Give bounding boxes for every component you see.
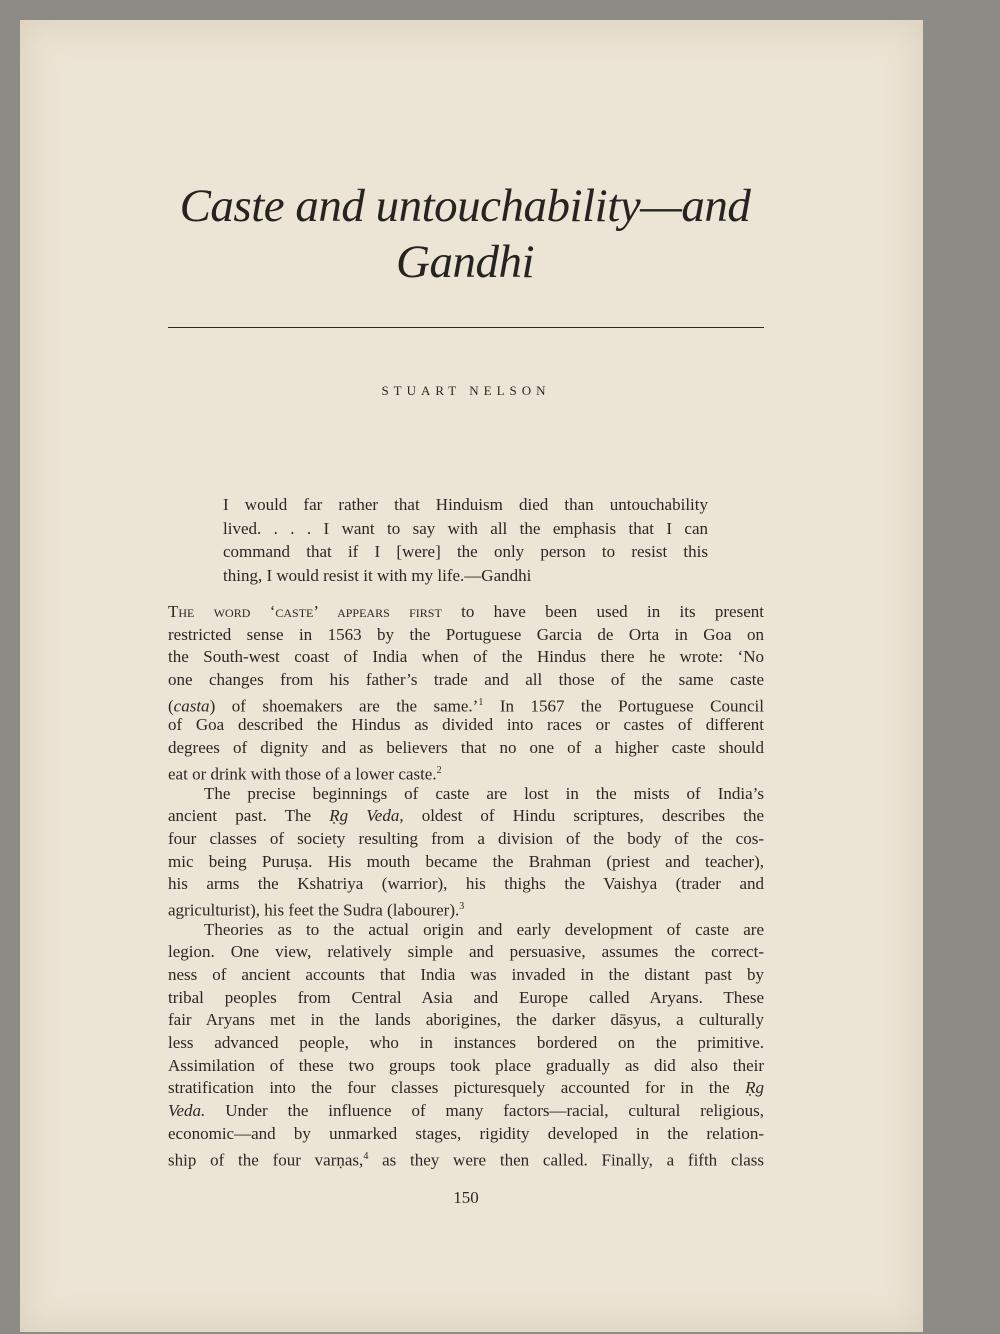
body-line: fair Aryans met in the lands aborigines, the darker dāsyus, a culturally	[168, 1010, 764, 1030]
body-line: his arms the Kshatriya (warrior), his thighs the Vaishya (trader and	[168, 874, 764, 894]
body-line: agriculturist), his feet the Sudra (labourer).$^3$	[168, 900, 465, 920]
epigraph-line: I would far rather that Hinduism died than untouchability	[223, 495, 708, 514]
body-line: ness of ancient accounts that India was invaded in the distant past by	[168, 965, 764, 984]
body-line: Veda. Under the influence of many factors—racial, cultural religious,	[168, 1101, 764, 1121]
article-title	[160, 178, 770, 290]
body-line: tribal peoples from Central Asia and Europe called Aryans. These	[168, 987, 764, 1007]
body-line: of Goa described the Hindus as divided into races or castes of different	[168, 715, 764, 735]
footnote-ref: 4	[363, 1150, 369, 1162]
body-line: legion. One view, relatively simple and persuasive, assumes the correct-	[168, 942, 764, 962]
body-line: The word ‘caste’ appears first to have been used in its present	[168, 602, 764, 621]
body-line: stratification into the four classes picturesquely accounted for in the Ṛg	[168, 1078, 764, 1098]
body-line: one changes from his father’s trade and all those of the same caste	[168, 670, 764, 690]
footnote-ref: 1	[478, 696, 484, 708]
body-line: (casta) of shoemakers are the same.’$^1$ In 1567 the Portuguese Council	[168, 696, 764, 716]
body-line: restricted sense in 1563 by the Portuguese Garcia de Orta in Goa on	[168, 624, 764, 644]
body-line: ship of the four varṇas,$^4$ as they were then called. Finally, a fifth class	[168, 1150, 765, 1170]
body-line: mic being Puruṣa. His mouth became the Brahman (priest and teacher),	[168, 851, 764, 871]
epigraph-quote	[223, 493, 708, 587]
body-line: Theories as to the actual origin and early development of caste are	[204, 919, 764, 939]
article-body	[168, 601, 764, 1168]
body-line: degrees of dignity and as believers that no one of a higher caste should	[168, 738, 764, 758]
epigraph-line: lived. . . . I want to say with all the emphasis that I can	[223, 518, 708, 538]
lead-small-caps: The word ‘caste’ appears first	[168, 602, 442, 621]
body-line: Assimilation of these two groups took place gradually as did also their	[168, 1055, 764, 1075]
body-line: less advanced people, who in instances bordered on the primitive.	[168, 1033, 764, 1053]
epigraph-line: command that if I [were] the only person to resist this	[223, 542, 708, 561]
author-byline: STUART NELSON	[381, 383, 551, 398]
epigraph-line: thing, I would resist it with my life.—Gandhi	[223, 565, 532, 585]
body-line: four classes of society resulting from a division of the body of the cos-	[168, 828, 764, 848]
page-number: 150	[453, 1188, 479, 1207]
body-line: economic—and by unmarked stages, rigidity developed in the relation-	[168, 1123, 764, 1143]
body-line: eat or drink with those of a lower caste.$^2$	[168, 764, 442, 784]
body-line: The precise beginnings of caste are lost in the mists of India’s	[204, 783, 764, 803]
title-line-1: Caste and untouchability—and	[179, 180, 751, 232]
footnote-ref: 3	[459, 900, 465, 912]
body-line: ancient past. The Ṛg Veda, oldest of Hindu scriptures, describes the	[168, 806, 764, 826]
torn-corner	[900, 1140, 1000, 1334]
footnote-ref: 2	[436, 764, 442, 776]
title-line-2: Gandhi	[396, 236, 534, 288]
title-divider	[168, 327, 764, 328]
body-line: the South-west coast of India when of the Hindus there he wrote: ‘No	[168, 647, 764, 667]
